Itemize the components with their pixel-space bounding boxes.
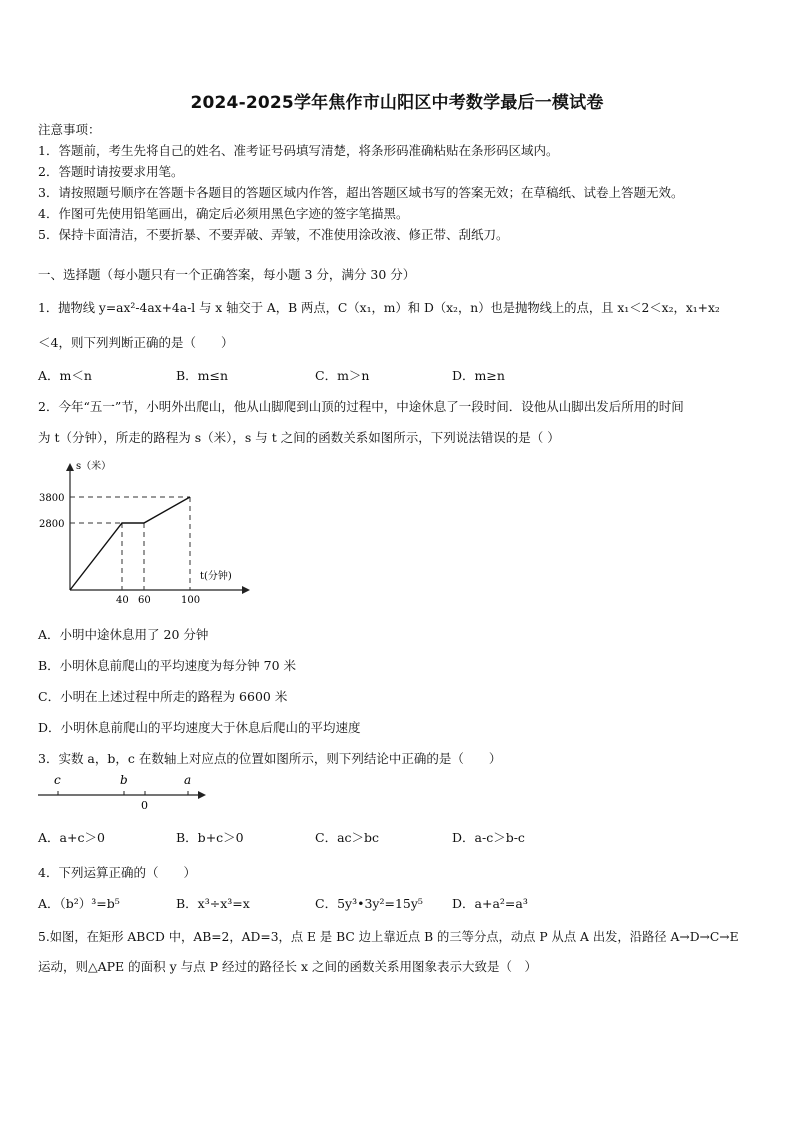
option-d: D．小明休息前爬山的平均速度大于休息后爬山的平均速度 — [38, 720, 361, 735]
option-a: A．（b²）³=b⁵ — [38, 896, 120, 911]
graph-line — [70, 497, 190, 590]
y-tick-label: 2800 — [39, 519, 65, 530]
question-2-text: 2．今年“五一”节，小明外出爬山，他从山脚爬到山顶的过程中，中途休息了一段时间．设他从山脚出发后所用的时间 — [38, 399, 684, 414]
x-axis-arrow-icon — [242, 586, 250, 594]
question-4-text: 4．下列运算正确的（ ） — [38, 865, 196, 880]
notice-item: 5．保持卡面清洁，不要折暴、不要弄破、弄皱，不准使用涂改液、修正带、刮纸刀。 — [38, 227, 509, 242]
notice-heading: 注意事项： — [38, 122, 101, 137]
number-line — [36, 770, 208, 812]
x-tick-label: 60 — [138, 595, 151, 606]
option-b: B．b+c＞0 — [176, 830, 244, 845]
question-1-text: ＜4，则下列判断正确的是（ ） — [38, 335, 234, 350]
x-tick-label: 100 — [181, 595, 201, 606]
option-c: C．ac＞bc — [315, 830, 380, 845]
option-a: A．a+c＞0 — [38, 830, 105, 845]
page-title: 2024-2025学年焦作市山阳区中考数学最后一模试卷 — [190, 93, 604, 113]
option-c: C．m＞n — [315, 368, 370, 383]
point-b-label: b — [120, 773, 128, 787]
option-d: D．a-c＞b-c — [452, 830, 525, 845]
y-axis-arrow-icon — [66, 463, 74, 471]
number-line-arrow-icon — [198, 791, 206, 799]
notice-item: 1．答题前，考生先将自己的姓名、准考证号码填写清楚，将条形码准确粘贴在条形码区域内。 — [38, 143, 559, 158]
point-a-label: a — [184, 773, 192, 787]
option-a: A．m＜n — [38, 368, 92, 383]
question-3-text: 3．实数 a，b，c 在数轴上对应点的位置如图所示，则下列结论中正确的是（ ） — [38, 751, 502, 766]
option-d: D．a+a²=a³ — [452, 896, 528, 911]
option-c: C．5y³•3y²=15y⁵ — [315, 896, 423, 911]
zero-label: 0 — [141, 799, 148, 812]
notice-item: 3．请按照题号顺序在答题卡各题目的答题区域内作答，超出答题区域书写的答案无效；在草稿纸、试卷上答题无效。 — [38, 185, 684, 200]
question-1-text: 1．抛物线 y=ax²-4ax+4a-l 与 x 轴交于 A，B 两点，C（x₁，m）和 D（x₂，n）也是抛物线上的点，且 x₁＜2＜x₂，x₁+x₂ — [38, 301, 720, 315]
y-axis-label: s（米） — [76, 461, 112, 472]
distance-time-graph — [30, 455, 250, 615]
option-b: B．小明休息前爬山的平均速度为每分钟 70 米 — [38, 658, 297, 673]
question-5-text: 运动，则△APE 的面积 y 与点 P 经过的路径长 x 之间的函数关系用图象表示大致是（ ） — [38, 959, 538, 974]
notice-item: 2．答题时请按要求用笔。 — [38, 164, 184, 179]
point-c-label: c — [54, 773, 61, 787]
notice-item: 4．作图可先使用铅笔画出，确定后必须用黑色字迹的签字笔描黑。 — [38, 206, 409, 221]
option-c: C．小明在上述过程中所走的路程为 6600 米 — [38, 689, 288, 704]
x-tick-label: 40 — [116, 595, 129, 606]
section-heading: 一、选择题（每小题只有一个正确答案，每小题 3 分，满分 30 分） — [38, 267, 416, 282]
y-tick-label: 3800 — [39, 493, 65, 504]
option-d: D．m≥n — [452, 368, 505, 383]
x-axis-label: t(分钟) — [200, 571, 232, 582]
question-5-text: 5.如图，在矩形 ABCD 中，AB=2，AD=3，点 E 是 BC 边上靠近点 B 的三等分点，动点 P 从点 A 出发，沿路径 A→D→C→E — [38, 930, 739, 944]
option-a: A．小明中途休息用了 20 分钟 — [38, 627, 209, 642]
option-b: B．m≤n — [176, 368, 229, 383]
option-b: B．x³÷x³=x — [176, 896, 250, 911]
question-2-text: 为 t（分钟），所走的路程为 s（米），s 与 t 之间的函数关系如图所示，下列说法错误的是（ ） — [38, 430, 560, 445]
